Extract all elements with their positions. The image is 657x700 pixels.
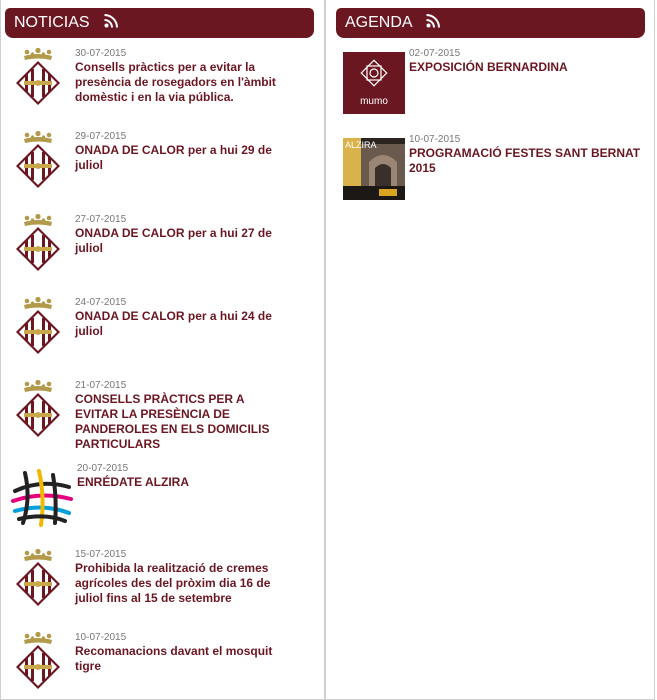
noticias-panel	[0, 0, 325, 700]
coat-of-arms-icon	[15, 131, 61, 191]
news-date: 27-07-2015	[75, 214, 127, 225]
news-item[interactable]	[13, 214, 313, 284]
rss-icon[interactable]	[104, 14, 118, 28]
news-title[interactable]: ONADA DE CALOR per a hui 24 de juliol	[75, 309, 272, 338]
agenda-date: 10-07-2015	[409, 134, 461, 145]
news-title[interactable]: CONSELLS PRÀCTICS PER A EVITAR LA PRESÈNCIA DE PANDEROLES EN ELS DOMICILIS PARTICULARS	[75, 392, 270, 451]
news-date: 24-07-2015	[75, 297, 127, 308]
noticias-header-title: NOTICIAS	[14, 14, 90, 31]
noticias-header	[5, 8, 314, 38]
news-date: 10-07-2015	[75, 632, 127, 643]
agenda-header-title: AGENDA	[345, 14, 412, 31]
news-title[interactable]: ENRÉDATE ALZIRA	[77, 475, 189, 489]
news-item[interactable]	[13, 380, 313, 450]
agenda-panel	[325, 0, 655, 700]
news-title[interactable]: ONADA DE CALOR per a hui 29 de juliol	[75, 143, 272, 172]
news-date: 20-07-2015	[77, 463, 129, 474]
agenda-title[interactable]: EXPOSICIÓN BERNARDINA	[409, 60, 568, 74]
coat-of-arms-icon	[15, 632, 61, 692]
news-date: 21-07-2015	[75, 380, 127, 391]
news-date: 15-07-2015	[75, 549, 127, 560]
coat-of-arms-icon	[15, 549, 61, 609]
agenda-item[interactable]	[343, 134, 643, 204]
news-item[interactable]	[13, 131, 313, 201]
news-item[interactable]	[13, 549, 313, 619]
svg-text:mumo: mumo	[360, 96, 388, 107]
festes-poster-icon	[343, 138, 405, 200]
coat-of-arms-icon	[15, 297, 61, 357]
enredate-logo-icon	[11, 469, 73, 527]
agenda-title[interactable]: PROGRAMACIÓ FESTES SANT BERNAT 2015	[409, 146, 641, 175]
news-item[interactable]	[13, 632, 313, 698]
news-title[interactable]: Prohibida la realització de cremes agrícoles des del pròxim dia 16 de juliol fins al 15 de setembre	[75, 561, 271, 605]
news-date: 30-07-2015	[75, 48, 127, 59]
svg-text:ALZIRA: ALZIRA	[345, 140, 377, 150]
news-title[interactable]: Recomanacions davant el mosquit tigre	[75, 644, 273, 673]
news-title[interactable]: Consells pràctics per a evitar la presència de rosegadors en l'àmbit domèstic i en la via pública.	[75, 60, 276, 104]
coat-of-arms-icon	[15, 214, 61, 274]
coat-of-arms-icon	[15, 48, 61, 108]
news-item[interactable]	[11, 463, 313, 533]
agenda-item[interactable]	[343, 48, 643, 118]
news-title[interactable]: ONADA DE CALOR per a hui 27 de juliol	[75, 226, 272, 255]
news-item[interactable]	[13, 48, 313, 118]
news-item[interactable]	[13, 297, 313, 367]
mumo-logo-icon	[343, 52, 405, 114]
agenda-header	[336, 8, 645, 38]
agenda-date: 02-07-2015	[409, 48, 461, 59]
coat-of-arms-icon	[15, 380, 61, 440]
rss-icon[interactable]	[426, 14, 440, 28]
news-date: 29-07-2015	[75, 131, 127, 142]
